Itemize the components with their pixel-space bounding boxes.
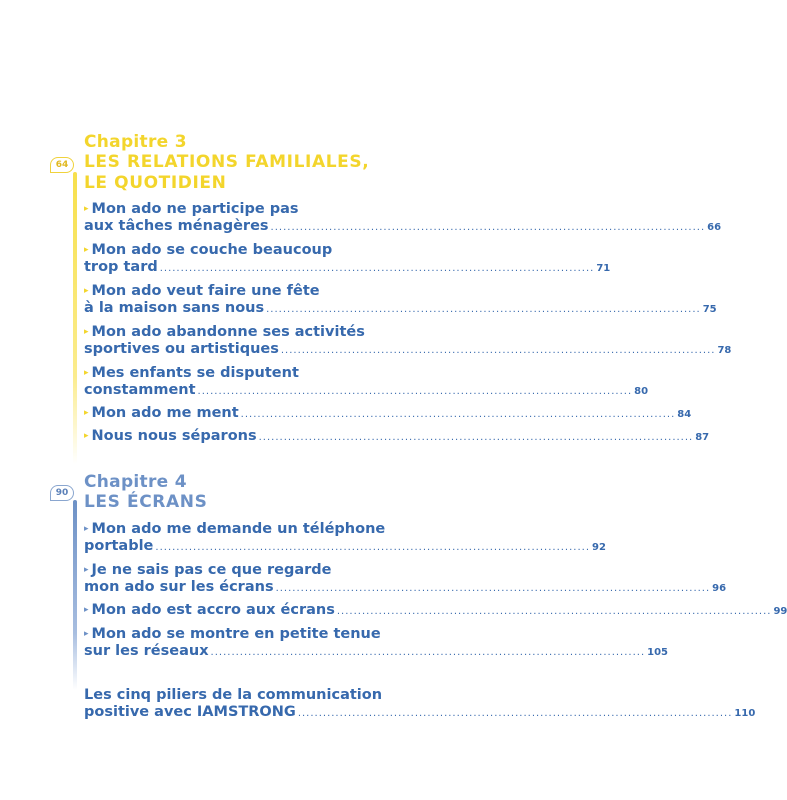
entry-title: Mon ado me ment xyxy=(91,405,239,421)
toc-entry[interactable] xyxy=(84,364,649,398)
entry-line-1: ▸ Mon ado veut faire une fête xyxy=(84,283,320,299)
leader-dots: ........................................................................................................ xyxy=(297,708,733,719)
arrow-icon: ▸ xyxy=(84,605,89,615)
toc-entry[interactable] xyxy=(84,282,717,316)
page-number: 96 xyxy=(712,583,727,594)
entry-line-1: ▸ Mon ado se montre en petite tenue xyxy=(84,626,381,642)
arrow-icon: ▸ xyxy=(84,286,89,296)
page-number: 110 xyxy=(734,708,756,719)
arrow-icon: ▸ xyxy=(84,327,89,337)
chapter-page-badge: 64 xyxy=(50,157,74,173)
chapter-label: Chapitre 4 xyxy=(84,472,187,492)
chapter-title: LES RELATIONS FAMILIALES, LE QUOTIDIEN xyxy=(84,152,370,193)
entry-title: Nous nous séparons xyxy=(91,428,257,444)
entry-line-1: ▸ Je ne sais pas ce que regarde xyxy=(84,562,332,578)
arrow-icon: ▸ xyxy=(84,368,89,378)
toc-entry[interactable] xyxy=(84,241,611,275)
entry-line-1: ▸ Mon ado se couche beaucoup xyxy=(84,242,333,258)
leader-dots: ........................................................................................................ xyxy=(210,647,646,658)
arrow-icon: ▸ xyxy=(84,629,89,639)
toc-entry[interactable] xyxy=(84,625,669,659)
chapter-divider-line xyxy=(73,500,77,690)
leader-dots: ........................................................................................................ xyxy=(266,304,701,315)
page-number: 71 xyxy=(596,263,611,274)
toc-entry[interactable] xyxy=(84,323,732,357)
entry-line-2: positive avec IAMSTRONG xyxy=(84,704,296,720)
leader-dots: ........................................................................................................ xyxy=(240,409,676,420)
entry-line-2: trop tard xyxy=(84,259,158,275)
chapter-title: LES ÉCRANS xyxy=(84,492,208,512)
toc-entries xyxy=(84,200,732,451)
page-number: 92 xyxy=(592,542,606,553)
entry-line-2: mon ado sur les écrans xyxy=(84,579,274,595)
page-number: 78 xyxy=(717,345,732,356)
leader-dots: ........................................................................................................ xyxy=(336,606,772,617)
chapter-divider-line xyxy=(73,172,77,464)
toc-entry[interactable] xyxy=(84,428,710,444)
entry-line-2: portable xyxy=(84,538,154,554)
entry-line-1: Les cinq piliers de la communication xyxy=(84,687,383,703)
page-number: 105 xyxy=(647,647,669,658)
toc-entry[interactable] xyxy=(84,602,787,618)
chapter-page-badge: 90 xyxy=(50,485,74,501)
page-number: 66 xyxy=(707,222,722,233)
toc-entries xyxy=(84,520,787,666)
arrow-icon: ▸ xyxy=(84,245,89,255)
entry-line-1: ▸ Mes enfants se disputent xyxy=(84,365,299,381)
entry-line-2: sur les réseaux xyxy=(84,643,209,659)
arrow-icon: ▸ xyxy=(84,565,89,575)
page-number: 84 xyxy=(677,409,692,420)
entry-line-2: aux tâches ménagères xyxy=(84,218,269,234)
toc-entry[interactable] xyxy=(84,405,692,421)
arrow-icon: ▸ xyxy=(84,431,89,441)
page-number: 99 xyxy=(773,606,787,617)
page-number: 75 xyxy=(702,304,717,315)
arrow-icon: ▸ xyxy=(84,524,89,534)
leader-dots: ........................................................................................................ xyxy=(197,386,633,397)
leader-dots: ........................................................................................................ xyxy=(155,542,590,553)
entry-line-1: ▸ Mon ado abandonne ses activités xyxy=(84,324,365,340)
entry-title: Mon ado est accro aux écrans xyxy=(91,602,335,618)
entry-line-2: à la maison sans nous xyxy=(84,300,265,316)
entry-line-1: ▸ Mon ado ne participe pas xyxy=(84,201,299,217)
leader-dots: ........................................................................................................ xyxy=(258,432,694,443)
entry-line-1: ▸ Mon ado me demande un téléphone xyxy=(84,521,386,537)
toc-entry[interactable] xyxy=(84,561,727,595)
leader-dots: ........................................................................................................ xyxy=(270,222,706,233)
leader-dots: ........................................................................................................ xyxy=(280,345,716,356)
toc-entry[interactable] xyxy=(84,200,722,234)
toc-entry-closing[interactable] xyxy=(84,686,756,720)
page-number: 80 xyxy=(634,386,649,397)
entry-line-2: sportives ou artistiques xyxy=(84,341,279,357)
arrow-icon: ▸ xyxy=(84,408,89,418)
entry-line-2: constamment xyxy=(84,382,196,398)
leader-dots: ........................................................................................................ xyxy=(275,583,711,594)
leader-dots: ........................................................................................................ xyxy=(159,263,595,274)
chapter-label: Chapitre 3 xyxy=(84,132,187,152)
toc-entry[interactable] xyxy=(84,520,606,554)
arrow-icon: ▸ xyxy=(84,204,89,214)
page-number: 87 xyxy=(695,432,710,443)
